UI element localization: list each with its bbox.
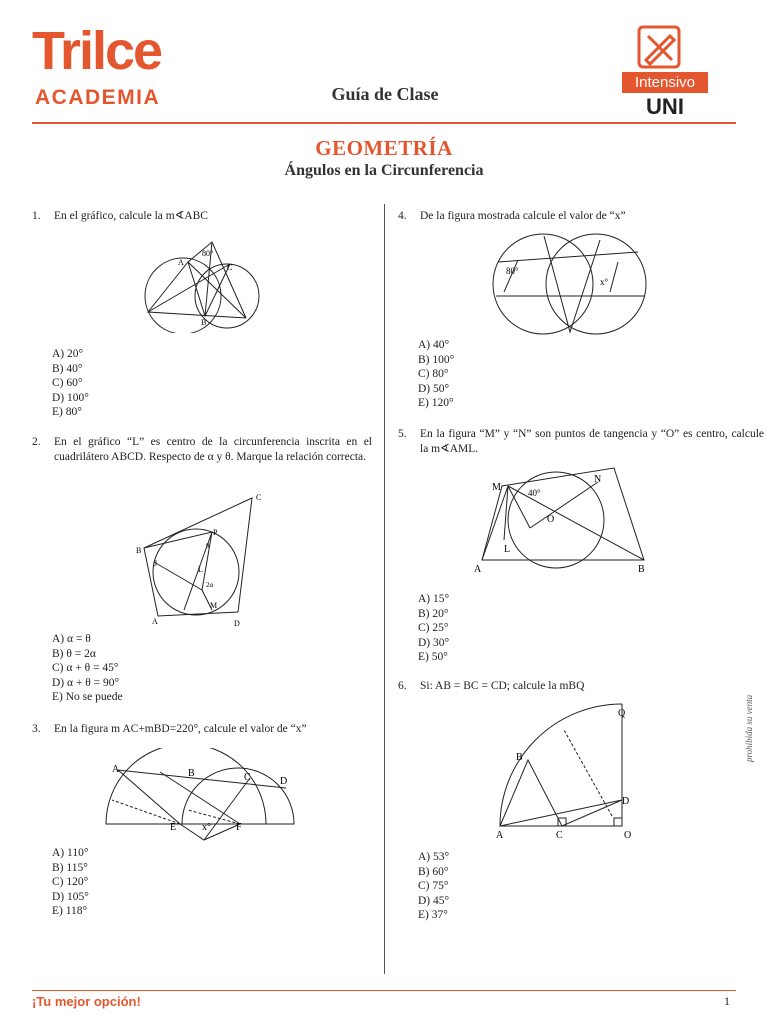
figure-label: P xyxy=(213,528,218,537)
problem-statement: En el gráfico, calcule la m∢ABC xyxy=(54,210,208,222)
figure-label: x° xyxy=(600,277,609,287)
choice-a[interactable]: A) 110° xyxy=(52,847,89,859)
problem-number: 4. xyxy=(398,210,407,222)
figure-label: A xyxy=(496,830,504,841)
choice-a[interactable]: A) α = θ xyxy=(52,633,91,645)
choice-a[interactable]: A) 15° xyxy=(418,593,450,605)
choice-c[interactable]: C) α + θ = 45° xyxy=(52,662,119,674)
problem-6-choices xyxy=(418,850,449,923)
choice-d[interactable]: D) 105° xyxy=(52,890,89,903)
problem-number: 6. xyxy=(398,680,407,692)
problem-statement: En la figura m AC+mBD=220°, calcule el valor de “x” xyxy=(54,723,307,735)
choice-c[interactable]: C) 120° xyxy=(52,876,89,888)
choice-c[interactable]: C) 80° xyxy=(418,368,449,380)
intensivo-badge: Intensivo xyxy=(622,72,708,93)
figure-label: C xyxy=(256,493,262,502)
choice-b[interactable]: B) 100° xyxy=(418,353,455,366)
choice-e[interactable]: E) 50° xyxy=(418,651,448,663)
guide-title: Guía de Clase xyxy=(331,84,439,104)
figure-label: O xyxy=(547,514,555,525)
choice-b[interactable]: B) 115° xyxy=(52,861,88,874)
page-number: 1 xyxy=(724,994,730,1008)
choice-b[interactable]: B) θ = 2α xyxy=(52,647,96,660)
choice-b[interactable]: B) 40° xyxy=(52,362,83,375)
choice-a[interactable]: A) 40° xyxy=(418,339,450,351)
uni-badge: UNI xyxy=(646,94,684,119)
figure-label: 80° xyxy=(202,249,214,258)
problem-6-figure xyxy=(490,700,650,842)
footer-divider xyxy=(32,990,736,991)
problem-number: 1. xyxy=(32,210,41,222)
figure-label: E xyxy=(170,822,177,833)
figure-label: C xyxy=(556,830,563,841)
choice-d[interactable]: D) 50° xyxy=(418,382,450,395)
figure-label: L xyxy=(504,544,511,555)
problem-statement: En la figura “M” y “N” son puntos de tangencia y “O” es centro, calcule la m∢AML. xyxy=(420,428,764,455)
figure-label: A xyxy=(152,617,158,626)
figure-label: M xyxy=(492,482,501,493)
problem-statement: En el gráfico “L” es centro de la circunferencia inscrita en el cuadrilátero ABCD. Respecto de α y θ. Marque la relación correcta. xyxy=(54,436,372,463)
problem-statement: De la figura mostrada calcule el valor de “x” xyxy=(420,210,626,222)
figure-label: C xyxy=(244,772,251,783)
problem-1-figure xyxy=(140,238,265,333)
problem-number: 5. xyxy=(398,428,407,440)
figure-label: B xyxy=(188,768,195,779)
figure-label: F xyxy=(236,822,242,833)
choice-e[interactable]: E) No se puede xyxy=(52,691,123,703)
figure-label: M xyxy=(210,601,218,610)
topic-subtitle: Ángulos en la Circunferencia xyxy=(284,162,484,179)
choice-e[interactable]: E) 120° xyxy=(418,397,454,409)
choice-e[interactable]: E) 80° xyxy=(52,406,82,418)
figure-label: D xyxy=(280,776,288,787)
figure-label: 80° xyxy=(506,266,519,276)
figure-label: L xyxy=(198,565,203,574)
figure-label: O xyxy=(624,830,632,841)
choice-d[interactable]: D) 45° xyxy=(418,894,450,907)
choice-a[interactable]: A) 20° xyxy=(52,348,84,360)
problem-number: 3. xyxy=(32,723,41,735)
choice-c[interactable]: C) 25° xyxy=(418,622,449,634)
choice-e[interactable]: E) 118° xyxy=(52,905,88,917)
figure-label: θ xyxy=(206,542,210,550)
figure-label: J xyxy=(154,559,158,568)
problem-4-choices xyxy=(418,338,454,411)
problem-4-figure xyxy=(488,232,652,344)
problem-3-figure xyxy=(100,748,300,843)
figure-label: B xyxy=(638,564,645,574)
academia-logo-text: ACADEMIA xyxy=(35,86,161,109)
header-divider xyxy=(32,122,736,124)
figure-label: N xyxy=(594,474,602,485)
problem-number: 2. xyxy=(32,436,41,448)
figure-label: Q xyxy=(618,708,626,719)
figure-label: x° xyxy=(202,822,211,833)
choice-b[interactable]: B) 20° xyxy=(418,607,449,620)
choice-e[interactable]: E) 37° xyxy=(418,909,448,921)
figure-label: A xyxy=(178,258,184,267)
problem-5-choices xyxy=(418,592,449,665)
figure-label: C xyxy=(227,263,233,272)
problem-5-figure xyxy=(472,458,656,574)
copyright-note: prohibida su venta xyxy=(744,694,754,762)
figure-label: 2α xyxy=(206,581,214,589)
choice-b[interactable]: B) 60° xyxy=(418,865,449,878)
problem-3-choices xyxy=(52,846,89,919)
figure-label: B xyxy=(516,752,523,763)
figure-label: D xyxy=(622,796,630,807)
choice-c[interactable]: C) 75° xyxy=(418,880,449,892)
choice-c[interactable]: C) 60° xyxy=(52,377,83,389)
column-divider xyxy=(384,204,385,974)
page-header xyxy=(0,0,768,130)
subject-title: GEOMETRÍA xyxy=(315,136,453,160)
problem-1-choices xyxy=(52,347,89,420)
choice-d[interactable]: D) α + θ = 90° xyxy=(52,676,120,689)
choice-d[interactable]: D) 100° xyxy=(52,391,89,404)
problem-2-figure xyxy=(132,490,272,630)
pencil-ruler-icon xyxy=(636,24,682,70)
footer-slogan: ¡Tu mejor opción! xyxy=(32,994,141,1009)
figure-label: A xyxy=(112,764,120,775)
trilce-logo: Trilce xyxy=(32,21,162,81)
figure-label: A xyxy=(474,564,482,574)
choice-a[interactable]: A) 53° xyxy=(418,851,450,863)
problem-statement: Si: AB = BC = CD; calcule la mBQ xyxy=(420,680,585,692)
figure-label: D xyxy=(234,619,240,628)
figure-label: B xyxy=(201,318,207,327)
figure-label: B xyxy=(136,546,142,555)
choice-d[interactable]: D) 30° xyxy=(418,636,450,649)
figure-label: 40° xyxy=(528,488,541,498)
problem-2-choices xyxy=(52,632,123,705)
